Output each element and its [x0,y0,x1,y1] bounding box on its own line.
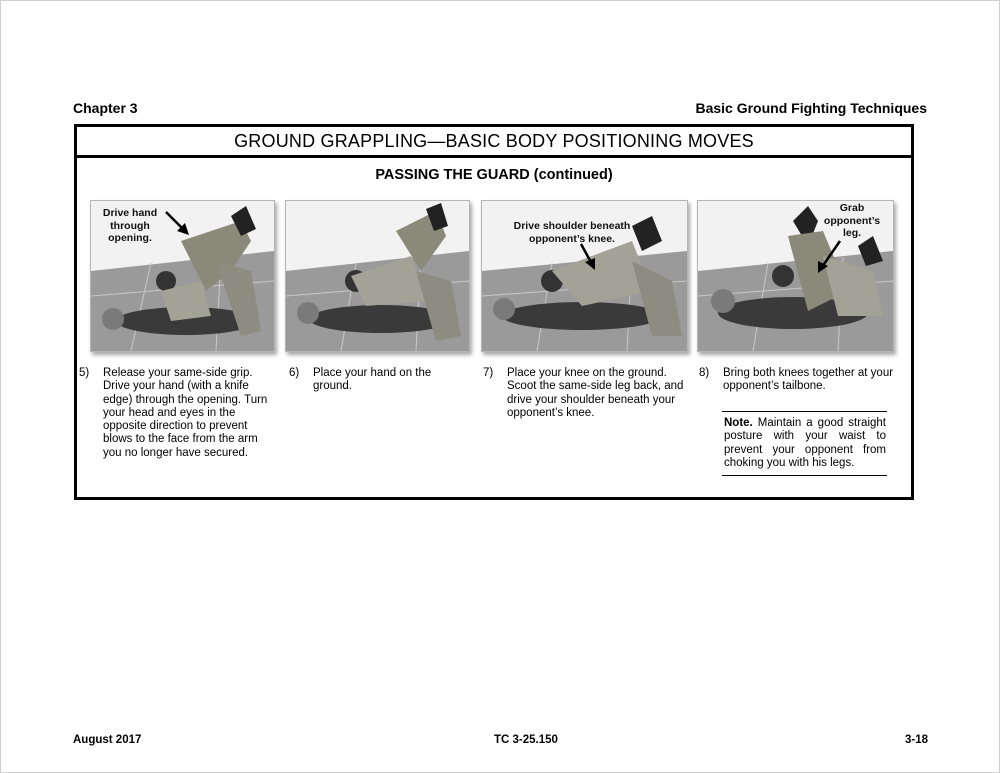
callout-drive-hand: Drive hand through opening. [102,207,158,244]
callout-grab-leg: Grab opponent’s leg. [823,202,881,239]
footer-date: August 2017 [73,734,142,746]
arrow-icon [163,209,193,239]
footer-doc-id: TC 3-25.150 [494,734,558,746]
step-5-text: Release your same-side grip. Drive your hand (with a knife edge) through the opening. Turn your head and eyes in the opposite direction to prevent blows to the face from the arm you no longer have secured. [103,367,268,459]
step-7-text: Place your knee on the ground. Scoot the same-side leg back, and drive your shoulder beneath your opponent’s knee. [507,367,684,419]
photo-step-6 [285,200,470,352]
figure-title: GROUND GRAPPLING—BASIC BODY POSITIONING MOVES [77,127,911,158]
arrow-icon [814,239,844,275]
footer-page-number: 3-18 [904,734,928,746]
chapter-label: Chapter 3 [73,100,138,116]
step-6-text: Place your hand on the ground. [313,367,432,393]
note-box [722,411,887,476]
step-8-text: Bring both knees together at your opponent’s tailbone. [723,367,894,393]
note-text: Maintain a good straight posture with your waist to prevent your opponent from choking you with his legs. [724,417,886,469]
section-title: Basic Ground Fighting Techniques [695,100,927,116]
arrow-icon [577,242,601,272]
figure-frame: GROUND GRAPPLING—BASIC BODY POSITIONING MOVES PASSING THE GUARD (continued) Drive hand through opening. Drive shoulder beneath opponent’s knee. Grab opponent’s leg. 5) Release your same-side grip. Drive your hand (with a knife edge) through the opening. Turn your head and eyes in the opposite direction to prevent blows to the face from the arm you no longer have secured. 6) Place your hand on the ground. 7) Place your knee on the ground. Scoot the same-side leg back, and drive your shoulder beneath your opponent’s knee. 8) Bring both knees together at your opponent’s tailbone. Note. Maintain a good straight posture with your waist to prevent your opponent from choking you with his legs. [74,124,914,500]
callout-drive-shoulder: Drive shoulder beneath opponent’s knee. [513,220,631,245]
figure-subtitle: PASSING THE GUARD (continued) [375,167,613,183]
note-label: Note. [724,417,753,429]
